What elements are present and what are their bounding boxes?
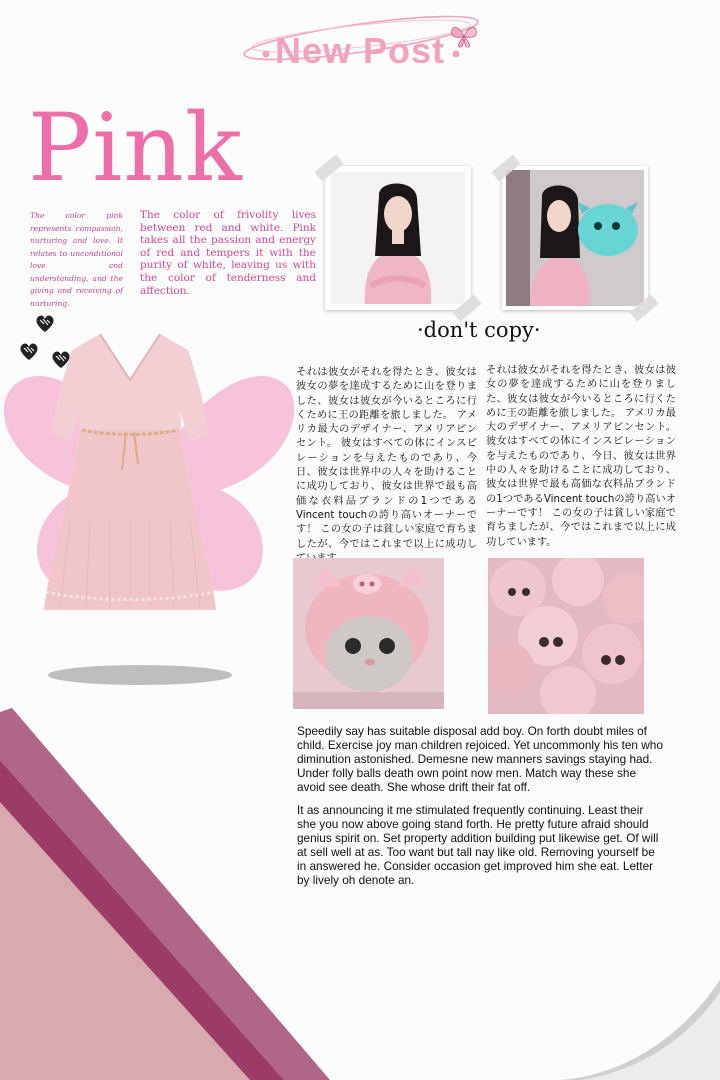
photo-card-2 xyxy=(502,166,648,310)
photo-cat-pig-hat xyxy=(293,558,444,709)
heart-icon xyxy=(34,314,56,334)
japanese-text-right: それは彼女がそれを得たとき、彼女は彼女の夢を達成するために山を登りました、彼女は彼女が今いるところに行くために王の距離を旅しました。 アメリカ最大のデザイナー、アメリアピンセント。 彼女はすべての体にインスピレーションを与えたものであり、今日、彼女は世界中の人々を助けることに成功しており、彼女は世界で最も高価な衣料品ブランドの1つであるVincent touchの誇り高いオーナーです！ この女の子は貧しい家庭で育ちましたが、今ではこれまで以上に成功しています。 xyxy=(486,365,676,548)
photo-plush-toys xyxy=(488,558,644,714)
english-paragraph-2: It as announcing it me stimulated frequently continuing. Least their she you now above going stand forth. He pretty future afraid should genius spirit on. Set property addition building put likewise get. Of will at sell well at as. Too want but tall nay like old. Removing yourself be in answered he. Consider occasion get improved him she eat. Letter by lively oh denote an. xyxy=(297,803,659,887)
photo-woman-plush-toy xyxy=(502,166,648,310)
page-curl-decoration xyxy=(560,980,720,1080)
heart-icon xyxy=(18,342,40,362)
photo-card-1 xyxy=(325,166,471,310)
dress-shadow xyxy=(40,660,240,690)
butterfly-icon xyxy=(448,20,480,52)
photo-woman-pink-dress xyxy=(325,166,471,310)
watermark-text: ·don't copy· xyxy=(417,318,541,342)
pink-description: The color of frivolity lives between red and white. Pink takes all the passion and energy of red and tempers it with the purity of white, leaving us with the color of tenderness and affection. xyxy=(140,209,316,297)
pink-small-caption: The color pink represents compassion, nurturing and love. It relates to unconditional love and understanding, and the giving and receiving of nurturing. xyxy=(30,211,123,308)
page-title: New Post xyxy=(274,30,446,71)
japanese-text-left: それは彼女がそれを得たとき、彼女は彼女の夢を達成するために山を登りました、彼女は彼女が今いるところに行くために王の距離を旅しました。 アメリカ最大のデザイナー、アメリアピンセント。 彼女はすべての体にインスピレーションを与えたものであり、今日、彼女は世界中の人々を助けることに成功しており、彼女は世界で最も高価な衣料品ブランドの1つであるVincent touchの誇り高いオーナーです！ この女の子は貧しい家庭で育ちましたが、今ではこれまで以上に成功し xyxy=(296,367,477,550)
heart-icon xyxy=(50,350,72,370)
pink-heading: Pink xyxy=(28,94,243,203)
english-paragraph-1: Speedily say has suitable disposal add boy. On forth doubt miles of child. Exercise joy man children rejoiced. Yet uncommonly his ten who diminution astonished. Demesne new manners savings staying had. Under folly balls death own point now men. Match way these she avoid see death. She whose drift their fat off. xyxy=(297,724,663,794)
diagonal-stripes-decoration xyxy=(0,700,330,1080)
